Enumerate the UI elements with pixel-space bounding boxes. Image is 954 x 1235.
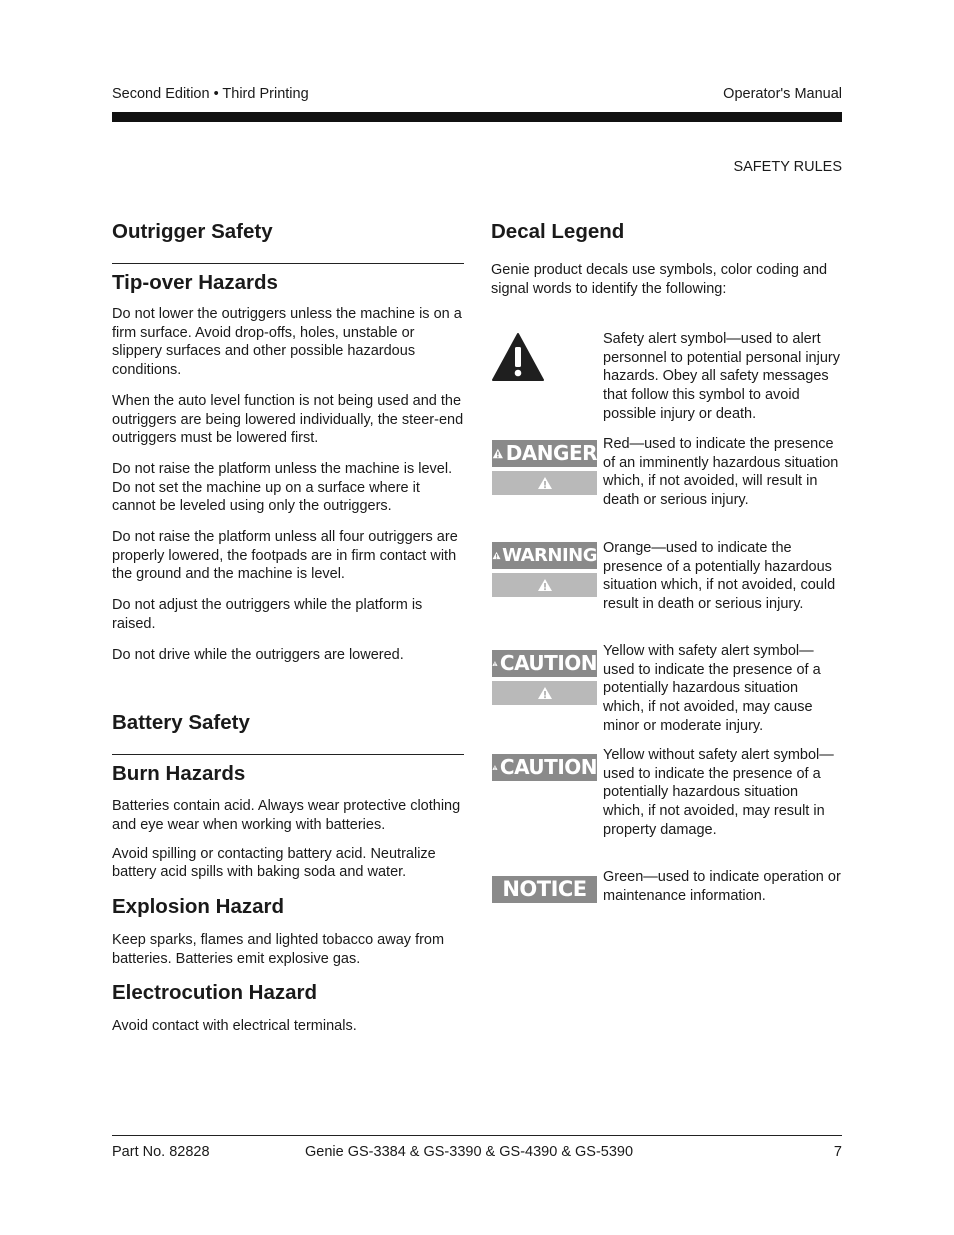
footer-page-number: 7	[833, 1144, 842, 1160]
legend-row-safety-alert	[491, 330, 842, 430]
burn-paragraph: Batteries contain acid. Always wear protective clothing and eye wear when working with batteries.	[112, 798, 461, 833]
tipover-paragraph: Do not lower the outriggers unless the machine is on a firm surface. Avoid drop-offs, holes, unstable or slippery surfaces and other possible hazardous conditions.	[112, 306, 462, 379]
danger-symbol-panel	[492, 471, 597, 495]
footer-part-number: Part No. 82828	[112, 1144, 210, 1160]
right-column	[491, 220, 842, 920]
tipover-paragraph: Do not drive while the outriggers are lowered.	[112, 646, 404, 663]
legend-row-danger	[491, 435, 842, 535]
footer-rule	[112, 1135, 842, 1136]
battery-safety-heading: Battery Safety	[112, 711, 250, 735]
notice-signal-word: NOTICE	[492, 876, 597, 903]
notice-decal	[492, 876, 597, 903]
legend-text: Yellow without safety alert symbol—used to indicate the presence of a potentially hazardous situation which, if not avoided, may result in property damage.	[603, 747, 834, 838]
tipover-paragraph: When the auto level function is not being used and the outriggers are being lowered individually, the steer-end outriggers must be lowered first.	[112, 392, 464, 447]
header-rule	[112, 112, 842, 122]
divider	[112, 263, 464, 264]
tipover-paragraph: Do not raise the platform unless all four outriggers are properly lowered, the footpads are in firm contact with the ground and the machine is level.	[112, 529, 458, 583]
alert-triangle-icon	[492, 548, 501, 563]
burn-paragraph: Avoid spilling or contacting battery acid. Neutralize battery acid spills with baking soda and water.	[112, 845, 436, 881]
warning-signal-word: WARNING	[492, 542, 597, 569]
danger-signal-word: DANGER	[492, 440, 597, 467]
left-column	[112, 220, 464, 1036]
tipover-hazards-heading: Tip-over Hazards	[112, 271, 278, 294]
legend-row-notice	[491, 868, 842, 918]
divider	[112, 754, 464, 755]
legend-text: Yellow with safety alert symbol—used to indicate the presence of a potentially hazardous situation which, if not avoided, may cause minor or moderate injury.	[603, 643, 821, 734]
outrigger-safety-heading: Outrigger Safety	[112, 220, 273, 243]
header-edition: Second Edition • Third Printing	[112, 86, 309, 102]
warning-symbol-panel	[492, 573, 597, 597]
explosion-hazard-heading: Explosion Hazard	[112, 895, 285, 919]
legend-row-caution-symbol	[491, 642, 842, 742]
burn-hazards-heading: Burn Hazards	[112, 762, 246, 786]
decal-legend-heading: Decal Legend	[491, 220, 625, 243]
alert-triangle-icon	[537, 578, 553, 592]
tipover-paragraph: Do not raise the platform unless the machine is level. Do not set the machine up on a surface where it cannot be leveled using only the outriggers.	[112, 460, 453, 515]
legend-text: Safety alert symbol—used to alert personnel to potential personal injury hazards. Obey all safety messages that follow this symbol to avoid possible injury or death.	[603, 331, 840, 422]
tipover-paragraph: Do not adjust the outriggers while the platform is raised.	[112, 597, 423, 632]
explosion-paragraph: Keep sparks, flames and lighted tobacco away from batteries. Batteries emit explosive gas.	[112, 932, 445, 967]
legend-text: Red—used to indicate the presence of an imminently hazardous situation which, if not avoided, will result in death or serious injury.	[603, 436, 839, 509]
caution-signal-word: CAUTION	[492, 754, 597, 781]
footer-models: Genie GS-3384 & GS-3390 & GS-4390 & GS-5390	[305, 1144, 634, 1160]
caution-symbol-panel	[492, 681, 597, 705]
alert-triangle-icon	[492, 760, 498, 775]
alert-triangle-icon	[492, 656, 498, 671]
electrocution-paragraph: Avoid contact with electrical terminals.	[112, 1018, 357, 1035]
legend-row-caution-no-symbol	[491, 746, 842, 846]
caution-signal-word: CAUTION	[492, 650, 597, 677]
electrocution-hazard-heading: Electrocution Hazard	[112, 981, 318, 1005]
alert-triangle-icon	[537, 476, 553, 490]
legend-text: Orange—used to indicate the presence of a potentially hazardous situation which, if not avoided, could result in death or serious injury.	[603, 540, 836, 613]
alert-triangle-icon	[537, 686, 553, 700]
header-manual-title: Operator's Manual	[723, 86, 842, 102]
legend-row-warning	[491, 539, 842, 639]
section-label: SAFETY RULES	[733, 159, 842, 175]
alert-triangle-icon	[492, 446, 504, 461]
caution-decal	[492, 650, 597, 705]
danger-decal	[492, 440, 597, 495]
decal-legend-intro: Genie product decals use symbols, color coding and signal words to identify the following:	[491, 262, 828, 297]
warning-decal	[492, 542, 597, 597]
safety-alert-icon	[491, 332, 545, 382]
legend-text: Green—used to indicate operation or maintenance information.	[603, 869, 841, 904]
caution-decal	[492, 754, 597, 781]
